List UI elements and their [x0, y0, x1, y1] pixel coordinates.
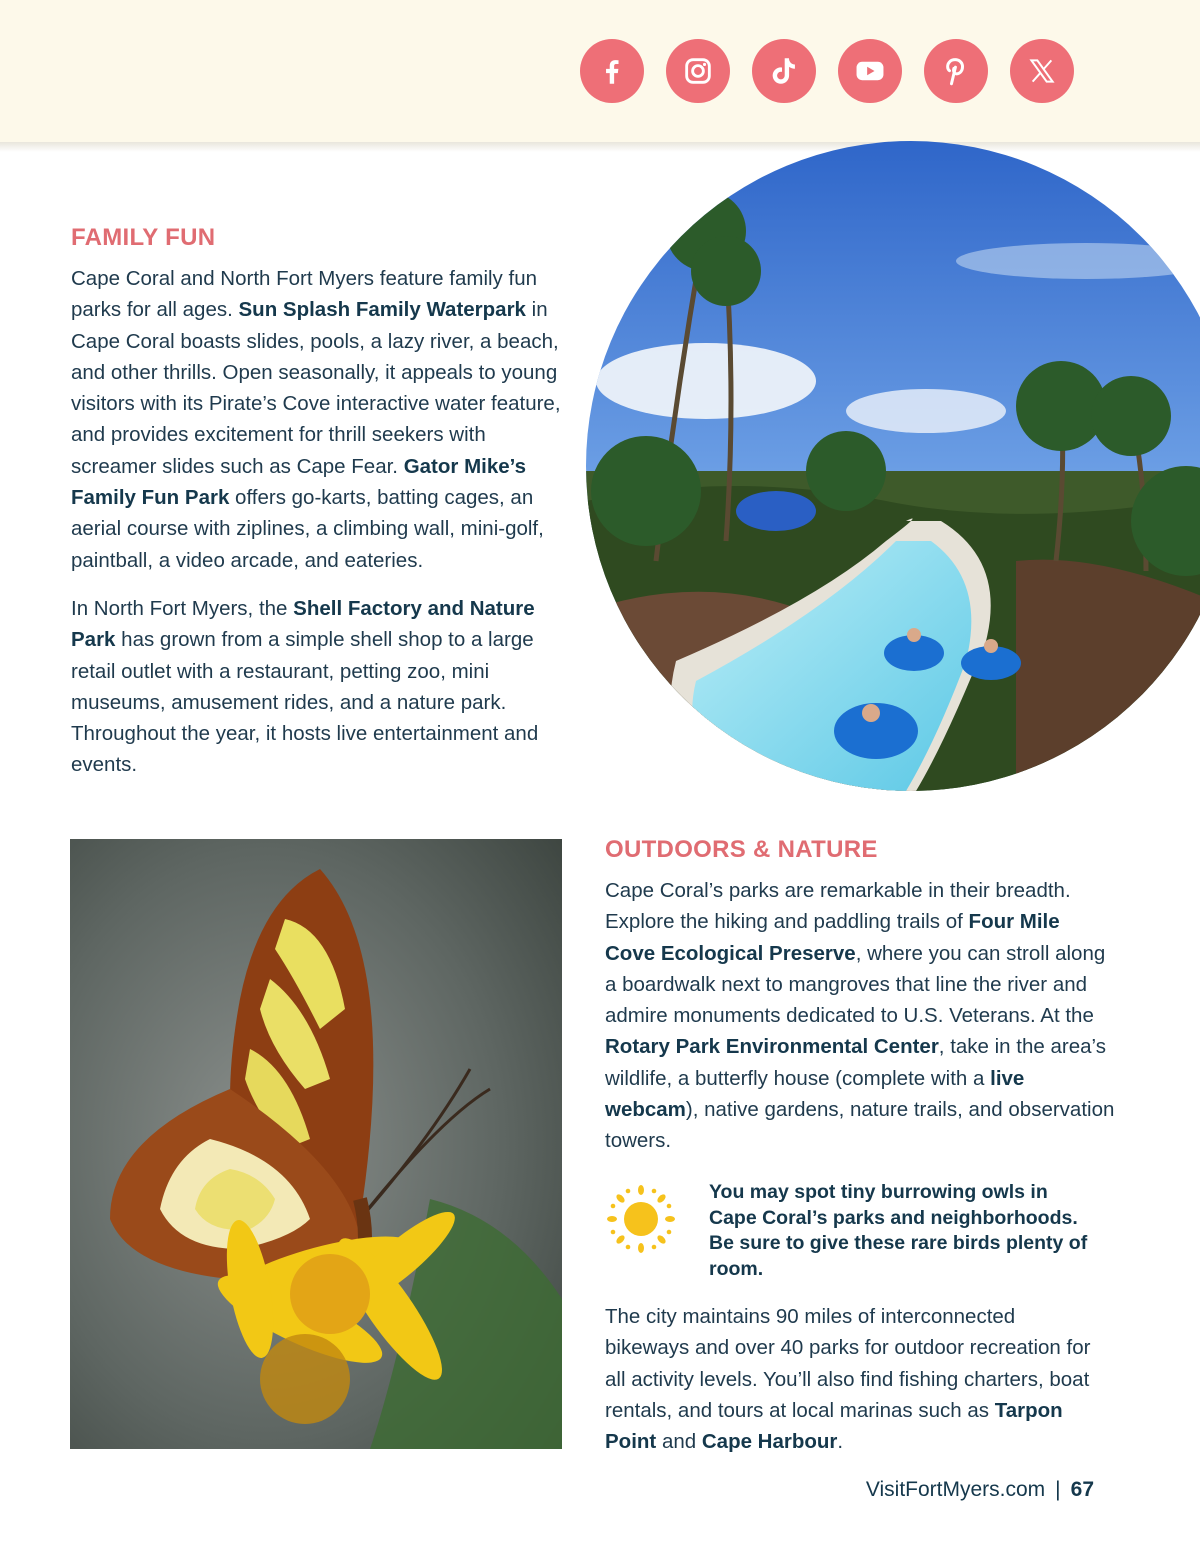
family-fun-paragraph-1	[71, 263, 571, 576]
header-shadow	[0, 142, 1200, 152]
live-webcam-link-text: live webcam	[605, 1066, 1025, 1122]
tiktok-link[interactable]	[752, 39, 816, 103]
sun-splash-link-text: Sun Splash Family Waterpark	[238, 298, 526, 322]
tiktok-icon	[767, 54, 801, 88]
paragraph-text: offers go-karts, batting cages, an aerial course with ziplines, a climbing wall, mini-golf, paintball, a video arcade, and eateries.	[71, 486, 544, 572]
waterpark-photo	[586, 141, 1200, 791]
paragraph-text: in Cape Coral boasts slides, pools, a lazy river, a beach, and other thrills. Open seasonally, it appeals to young visitors with its Pirate’s Cove interactive water feature, and provides excitement for thrill seekers with screamer slides such as Cape Fear.	[71, 298, 561, 478]
paragraph-text: In North Fort Myers, the	[71, 596, 294, 620]
x-link[interactable]	[1010, 39, 1074, 103]
youtube-link[interactable]	[838, 39, 902, 103]
facebook-icon	[595, 54, 629, 88]
paragraph-text: .	[837, 1430, 844, 1454]
family-fun-paragraph-2	[71, 593, 571, 781]
outdoors-paragraph-2	[605, 1301, 1105, 1457]
outdoors-heading: OUTDOORS & NATURE	[605, 836, 878, 863]
tarpon-point-link-text: Tarpon Point	[605, 1398, 1063, 1454]
gator-mikes-link-text: Gator Mike’s Family Fun Park	[71, 454, 526, 510]
instagram-link[interactable]	[666, 39, 730, 103]
paragraph-text: ), native gardens, nature trails, and observation towers.	[605, 1098, 1115, 1153]
paragraph-text: Cape Coral and North Fort Myers feature family fun parks for all ages.	[71, 267, 537, 322]
cape-harbour-link-text: Cape Harbour	[701, 1430, 838, 1454]
youtube-icon	[853, 54, 887, 88]
owl-tip-callout: You may spot tiny burrowing owls in Cape Coral’s parks and neighborhoods. Be sure to give these rare birds plenty of room.	[709, 1181, 1088, 1280]
outdoors-paragraph-1	[605, 875, 1115, 1157]
family-fun-text	[71, 263, 571, 798]
paragraph-text: Cape Coral’s parks are remarkable in their breadth. Explore the hiking and paddling trails of	[605, 879, 1071, 934]
outdoors-text	[605, 875, 1115, 1174]
facebook-link[interactable]	[580, 39, 644, 103]
page-footer	[866, 1478, 1094, 1502]
outdoors-text-2	[605, 1301, 1105, 1474]
family-fun-heading: FAMILY FUN	[71, 224, 216, 251]
four-mile-cove-link-text: Four Mile Cove Ecological Preserve	[605, 910, 1060, 965]
butterfly-photo	[70, 839, 562, 1449]
paragraph-text: , where you can stroll along a boardwalk next to mangroves that line the river and admire monuments dedicated to U.S. Veterans. At the	[605, 941, 1106, 1028]
paragraph-text: , take in the area’s wildlife, a butterfly house (complete with a	[605, 1035, 1106, 1090]
paragraph-text: and	[656, 1430, 702, 1454]
footer-separator: |	[1055, 1478, 1061, 1501]
pinterest-icon	[939, 54, 973, 88]
instagram-icon	[681, 54, 715, 88]
paragraph-text: The city maintains 90 miles of interconnected bikeways and over 40 parks for outdoor recreation for all activity levels. You’ll also find fishing charters, boat rentals, and tours at local marinas such as	[605, 1305, 1091, 1422]
shell-factory-link-text: Shell Factory and Nature Park	[71, 596, 535, 652]
site-url[interactable]: VisitFortMyers.com	[865, 1478, 1046, 1501]
x-icon	[1025, 54, 1059, 88]
rotary-park-link-text: Rotary Park Environmental Center	[605, 1035, 939, 1059]
page-number: 67	[1070, 1478, 1094, 1501]
sun-icon	[606, 1184, 676, 1254]
pinterest-link[interactable]	[924, 39, 988, 103]
paragraph-text: has grown from a simple shell shop to a large retail outlet with a restaurant, petting zoo, mini museums, amusement rides, and a nature park. Throughout the year, it hosts live entertainment and events.	[71, 628, 539, 777]
